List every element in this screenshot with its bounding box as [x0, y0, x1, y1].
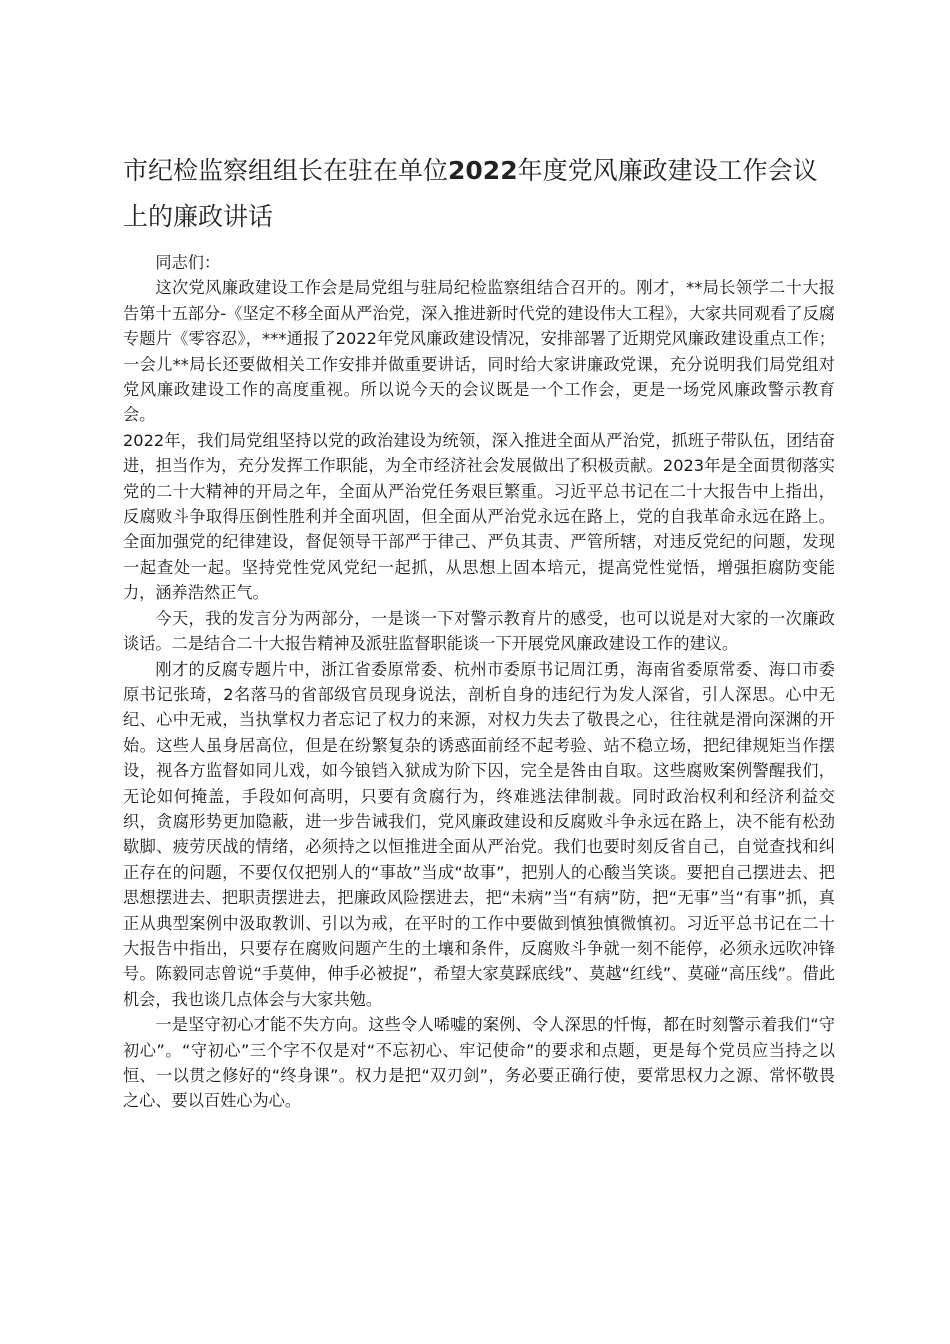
title-part-1: 市纪检监察组组长在驻在单位: [123, 156, 449, 185]
document-title: [123, 148, 835, 240]
paragraph-4: 刚才的反腐专题片中，浙江省委原常委、杭州市委原书记周江勇，海南省委原常委、海口市委原书记张琦，2名落马的省部级官员现身说法，剖析自身的违纪行为发人深省，引人深思。心中无纪、心中无戒，当执掌权力者忘记了权力的来源，对权力失去了敬畏之心，往往就是滑向深渊的开始。这些人虽身居高位，但是在纷繁复杂的诱惑面前经不起考验、站不稳立场，把纪律规矩当作摆设，视各方监督如同儿戏，如今锒铛入狱成为阶下囚，完全是咎由自取。这些腐败案例警醒我们，无论如何掩盖，手段如何高明，只要有贪腐行为，终难逃法律制裁。同时政治权利和经济利益交织，贪腐形势更加隐蔽，进一步告诫我们，党风廉政建设和反腐败斗争永远在路上，决不能有松劲歇脚、疲劳厌战的情绪，必须持之以恒推进全面从严治党。我们也要时刻反省自己，自觉查找和纠正存在的问题，不要仅仅把别人的“事故”当成“故事”，把别人的心酸当笑谈。要把自己摆进去、把思想摆进去、把职责摆进去，把廉政风险摆进去，把“未病”当“有病”防，把“无事”当“有事”抓，真正从典型案例中汲取教训、引以为戒，在平时的工作中要做到慎独慎微慎初。习近平总书记在二十大报告中指出，只要存在腐败问题产生的土壤和条件，反腐败斗争就一刻不能停，必须永远吹冲锋号。陈毅同志曾说“手莫伸，伸手必被捉”，希望大家莫踩底线”、莫越“红线”、莫碰“高压线”。借此机会，我也谈几点体会与大家共勉。: [123, 659, 835, 1009]
document-page: [123, 148, 835, 1114]
title-part-2: 年度党风廉政建设工作会议上的廉政讲话: [123, 156, 818, 231]
paragraph-3: 今天，我的发言分为两部分，一是谈一下对警示教育片的感受，也可以说是对大家的一次廉政谈话。二是结合二十大报告精神及派驻监督职能谈一下开展党风廉政建设工作的建议。: [123, 608, 835, 654]
paragraph-5: 一是坚守初心才能不失方向。这些令人唏嘘的案例、令人深思的忏悔，都在时刻警示着我们“守初心”。“守初心”三个字不仅是对“不忘初心、牢记使命”的要求和点题，更是每个党员应当持之以恒、一以贯之修好的“终身课”。权力是把“双刃剑”，务必要正确行使，要常思权力之源、常怀敬畏之心、要以百姓心为心。: [123, 1015, 835, 1111]
paragraph-2: 2022年，我们局党组坚持以党的政治建设为统领，深入推进全面从严治党，抓班子带队伍，团结奋进，担当作为，充分发挥工作职能，为全市经济社会发展做出了积极贡献。2023年是全面贯彻落实党的二十大精神的开局之年，全面从严治党任务艰巨繁重。习近平总书记在二十大报告中上指出，反腐败斗争取得压倒性胜利并全面巩固，但全面从严治党永远在路上，党的自我革命永远在路上。全面加强党的纪律建设，督促领导干部严于律己、严负其责、严管所辖，对违反党纪的问题，发现一起查处一起。坚持党性党风党纪一起抓，从思想上固本培元，提高党性觉悟，增强拒腐防变能力，涵养浩然正气。: [123, 430, 835, 603]
paragraph-1: 这次党风廉政建设工作会是局党组与驻局纪检监察组结合召开的。刚才，**局长领学二十大报告第十五部分-《坚定不移全面从严治党，深入推进新时代党的建设伟大工程》，大家共同观看了反腐专题片《零容忍》，***通报了2022年党风廉政建设情况，安排部署了近期党风廉政建设重点工作；一会儿**局长还要做相关工作安排并做重要讲话，同时给大家讲廉政党课，充分说明我们局党组对党风廉政建设工作的高度重视。所以说今天的会议既是一个工作会，更是一场党风廉政警示教育会。: [123, 278, 835, 425]
title-year: 2022: [448, 156, 518, 185]
salutation: 同志们：: [155, 253, 221, 272]
